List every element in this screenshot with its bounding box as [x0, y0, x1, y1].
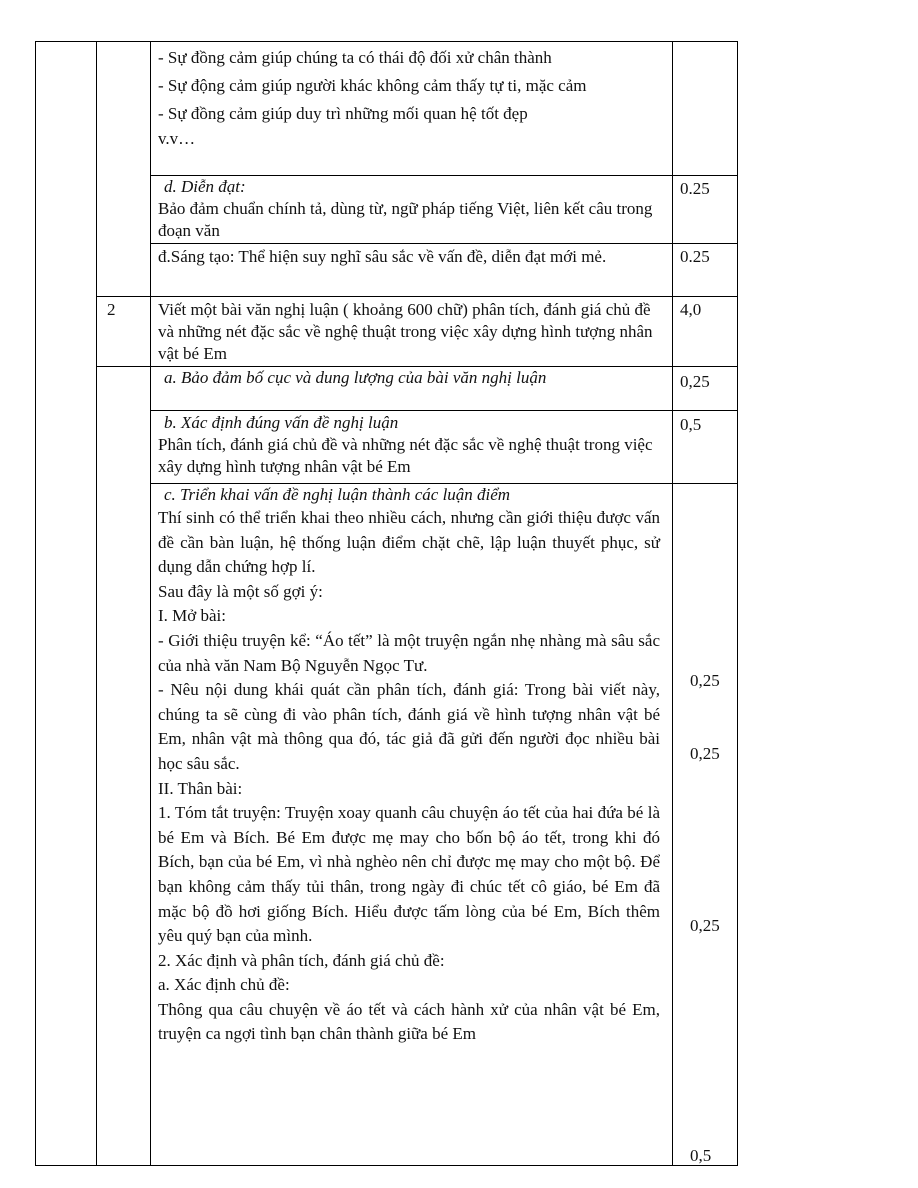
row-divider	[150, 410, 738, 411]
paragraph: Sau đây là một số gợi ý:	[158, 581, 323, 601]
column-divider-3	[672, 41, 673, 1165]
content-cell-issue	[158, 412, 666, 478]
paragraph: 1. Tóm tắt truyện: Truyện xoay quanh câu chuyện áo tết của hai đứa bé là bé Em và Bích. Bé Em được mẹ may cho bốn bộ áo tết, trong khi đó Bích, bạn của bé Em, vì nhà nghèo nên chỉ được mẹ may cho một bộ. Để bạn không cảm thấy tủi thân, trong ngày đi chúc tết cô giáo, bé Em đã mặc bộ đồ hơi giống Bích. Hiểu được tấm lòng của bé Em, Bích thêm yêu quý bạn của mình.	[158, 803, 660, 946]
section-heading: I. Mở bài:	[158, 606, 227, 626]
criterion-heading: a. Bảo đảm bố cục và dung lượng của bài văn nghị luận	[164, 368, 547, 387]
table-border-right	[737, 41, 738, 1165]
section-heading: II. Thân bài:	[158, 778, 243, 798]
criterion-heading: c. Triển khai vấn đề nghị luận thành các luận điểm	[164, 485, 511, 504]
table-border-left	[35, 41, 36, 1165]
question-number: 2	[107, 300, 116, 319]
paragraph: 2. Xác định và phân tích, đánh giá chủ đề:	[158, 950, 445, 970]
content-cell-question	[158, 299, 666, 365]
list-item: v.v…	[158, 129, 196, 148]
content-cell-expression	[158, 176, 666, 242]
paragraph: Thí sinh có thể triển khai theo nhiều cách, nhưng cần giới thiệu được vấn đề cần bàn luận, hệ thống luận điểm chặt chẽ, lập luận thuyết phục, sử dụng dẫn chứng hợp lí.	[158, 508, 660, 577]
score-value: 0,25	[690, 916, 720, 935]
criterion-body: Bảo đảm chuẩn chính tả, dùng từ, ngữ pháp tiếng Việt, liên kết câu trong đoạn văn	[158, 199, 653, 240]
score-value: 0,25	[690, 744, 720, 763]
criterion-body: đ.Sáng tạo: Thể hiện suy nghĩ sâu sắc về vấn đề, diễn đạt mới mẻ.	[158, 247, 607, 266]
column-divider-1	[96, 41, 97, 1165]
content-cell-creativity	[158, 246, 666, 268]
row-divider	[96, 296, 738, 297]
paragraph: - Giới thiệu truyện kể: “Áo tết” là một truyện ngắn nhẹ nhàng mà sâu sắc của nhà văn Nam Bộ Nguyễn Ngọc Tư.	[158, 630, 660, 675]
paragraph: a. Xác định chủ đề:	[158, 975, 290, 995]
row-divider	[150, 243, 738, 244]
list-item: - Sự đồng cảm giúp duy trì những mối quan hệ tốt đẹp	[158, 104, 528, 123]
score-value: 0.25	[680, 247, 710, 266]
criterion-heading: d. Diễn đạt:	[164, 177, 246, 196]
content-cell-structure	[158, 367, 666, 389]
list-item: - Sự đồng cảm giúp chúng ta có thái độ đối xử chân thành	[158, 48, 552, 67]
score-value: 0,5	[690, 1146, 712, 1165]
content-cell-development	[158, 484, 660, 1047]
content-cell-empathy-list	[158, 44, 666, 150]
criterion-heading: b. Xác định đúng vấn đề nghị luận	[164, 413, 399, 432]
score-value: 0,25	[680, 372, 710, 391]
score-value: 4,0	[680, 300, 702, 319]
list-item: - Sự động cảm giúp người khác không cảm thấy tự ti, mặc cảm	[158, 76, 587, 95]
question-text: Viết một bài văn nghị luận ( khoảng 600 chữ) phân tích, đánh giá chủ đề và những nét đặc sắc về nghệ thuật trong việc xây dựng hình tượng nhân vật bé Em	[158, 300, 653, 363]
paragraph: - Nêu nội dung khái quát cần phân tích, đánh giá: Trong bài viết này, chúng ta sẽ cùng đi vào phân tích, đánh giá về hình tượng nhân vật bé Em, nhân vật mà thông qua đó, tác giả đã gửi đến người đọc nhiều bài học sâu sắc.	[158, 680, 660, 773]
table-border-top	[35, 41, 738, 42]
paragraph: Thông qua câu chuyện về áo tết và cách hành xử của nhân vật bé Em, truyện ca ngợi tình bạn chân thành giữa bé Em	[158, 999, 660, 1044]
score-value: 0.25	[680, 179, 710, 198]
score-value: 0,5	[680, 415, 702, 434]
criterion-body: Phân tích, đánh giá chủ đề và những nét đặc sắc về nghệ thuật trong việc xây dựng hình tượng nhân vật bé Em	[158, 435, 653, 476]
table-border-bottom	[35, 1165, 738, 1166]
score-value: 0,25	[690, 671, 720, 690]
column-divider-2	[150, 41, 151, 1165]
